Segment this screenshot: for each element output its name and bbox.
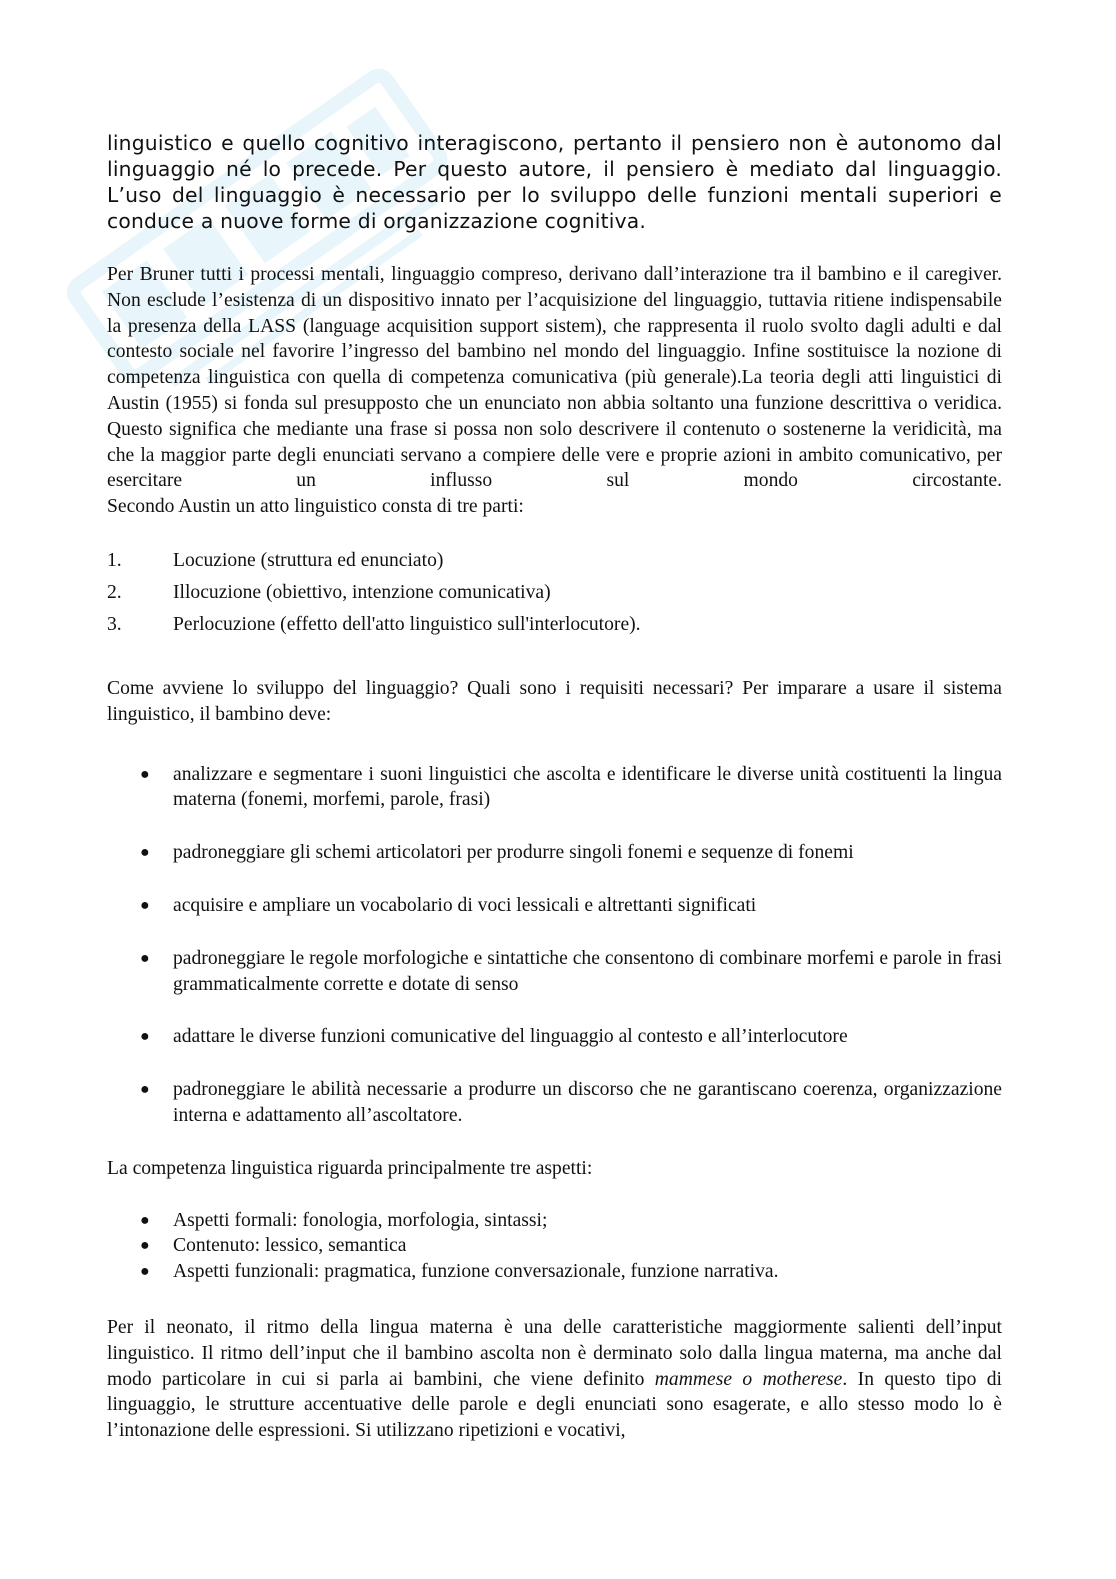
development-question: Come avviene lo sviluppo del linguaggio? Quali sono i requisiti necessari? Per imparare a usare il sistema linguistico, il bambino deve:: [107, 677, 1002, 725]
bullet-icon: ●: [140, 1081, 150, 1099]
list-item-text: padroneggiare le regole morfologiche e sintattiche che consentono di combinare morfemi e parole in frasi grammaticalmente corrette e dotate di senso: [173, 947, 1002, 995]
list-item: [107, 1208, 1002, 1234]
list-item-text: adattare le diverse funzioni comunicative del linguaggio al contesto e all’interlocutore: [173, 1026, 848, 1048]
speech-act-parts-list: [107, 548, 1002, 644]
bullet-icon: ●: [140, 896, 150, 914]
competence-intro: La competenza linguistica riguarda principalmente tre aspetti:: [107, 1157, 593, 1179]
list-item-text: Aspetti funzionali: pragmatica, funzione conversazionale, funzione narrativa.: [173, 1261, 779, 1283]
list-number: 1.: [107, 549, 122, 571]
newborn-text-part1: Per il neonato, il ritmo della lingua materna è una delle caratteristiche maggiormente salienti dell’input linguistico. Il ritmo dell’input che il bambino ascolta non è derminato solo dalla lingua materna, ma anche dal modo particolare in cui si parla ai bambini, che viene definito: [107, 1316, 1002, 1390]
list-item: [107, 840, 1002, 866]
newborn-italic-term: mammese o motherese: [654, 1368, 843, 1390]
bullet-icon: ●: [140, 1263, 150, 1281]
bullet-icon: ●: [140, 1237, 150, 1255]
list-item: [107, 946, 1002, 998]
list-item-text: Illocuzione (obiettivo, intenzione comunicativa): [173, 581, 551, 603]
list-item-text: padroneggiare gli schemi articolatori per produrre singoli fonemi e sequenze di fonemi: [173, 842, 854, 864]
bullet-icon: ●: [140, 1028, 150, 1046]
list-item-text: Locuzione (struttura ed enunciato): [173, 549, 444, 571]
bruner-austin-paragraph: Per Bruner tutti i processi mentali, linguaggio compreso, derivano dall’interazione tra il bambino e il caregiver. Non esclude l’esistenza di un dispositivo innato per l’acquisizione del linguaggio, tuttavia ritiene indispensabile la presenza della LASS (language acquisition support sistem), che rappresenta il ruolo svolto dagli adulti e dal contesto sociale nel favorire l’ingresso del bambino nel mondo del linguaggio. Infine sostituisce la nozione di competenza linguistica con quella di competenza comunicativa (più generale).La teoria degli atti linguistici di Austin (1955) si fonda sul presupposto che un enunciato non abbia soltanto una funzione descrittiva o veridica. Questo significa che mediante una frase si possa non solo descrivere il contenuto o sostenerne la veridicità, ma che la maggior parte degli enunciati servano a compiere delle vere e proprie azioni in ambito comunicativo, per esercitare un influsso sul mondo circostante.: [107, 264, 1002, 492]
list-item-text: analizzare e segmentare i suoni linguistici che ascolta e identificare le diverse unità costituenti la lingua materna (fonemi, morfemi, parole, frasi): [173, 763, 1002, 811]
list-item-text: Perlocuzione (effetto dell'atto linguistico sull'interlocutore).: [173, 613, 641, 635]
list-item: [107, 1077, 1002, 1129]
austin-intro: Secondo Austin un atto linguistico consta di tre parti:: [107, 496, 524, 518]
list-item-text: Contenuto: lessico, semantica: [173, 1235, 407, 1257]
bullet-icon: ●: [140, 844, 150, 862]
list-item: [107, 548, 1002, 580]
list-item: [107, 762, 1002, 814]
list-item: [107, 893, 1002, 919]
newborn-text-part2: . In questo tipo di linguaggio, le strutture accentuative delle parole e degli enunciati sono esagerate, e allo stesso modo lo è l’intonazione delle espressioni. Si utilizzano ripetizioni e vocativi,: [107, 1368, 1002, 1442]
list-item-text: Aspetti formali: fonologia, morfologia, sintassi;: [173, 1209, 548, 1231]
list-number: 2.: [107, 581, 122, 603]
bullet-icon: ●: [140, 949, 150, 967]
bullet-icon: ●: [140, 765, 150, 783]
requirements-list: [107, 762, 1002, 1129]
list-number: 3.: [107, 613, 122, 635]
document-content: [107, 130, 1002, 1444]
list-item: [107, 1024, 1002, 1050]
list-item: [107, 1259, 1002, 1285]
list-item: [107, 612, 1002, 644]
list-item-text: acquisire e ampliare un vocabolario di voci lessicali e altrettanti significati: [173, 894, 757, 916]
list-item: [107, 1233, 1002, 1259]
newborn-paragraph: [107, 1315, 1002, 1444]
bullet-icon: ●: [140, 1211, 150, 1229]
list-item: [107, 580, 1002, 612]
aspects-list: [107, 1208, 1002, 1285]
intro-paragraph: linguistico e quello cognitivo interagiscono, pertanto il pensiero non è autonomo dal linguaggio né lo precede. Per questo autore, il pensiero è mediato dal linguaggio. L’uso del linguaggio è necessario per lo sviluppo delle funzioni mentali superiori e conduce a nuove forme di organizzazione cognitiva.: [107, 131, 1002, 233]
list-item-text: padroneggiare le abilità necessarie a produrre un discorso che ne garantiscano coerenza, organizzazione interna e adattamento all’ascoltatore.: [173, 1079, 1002, 1126]
